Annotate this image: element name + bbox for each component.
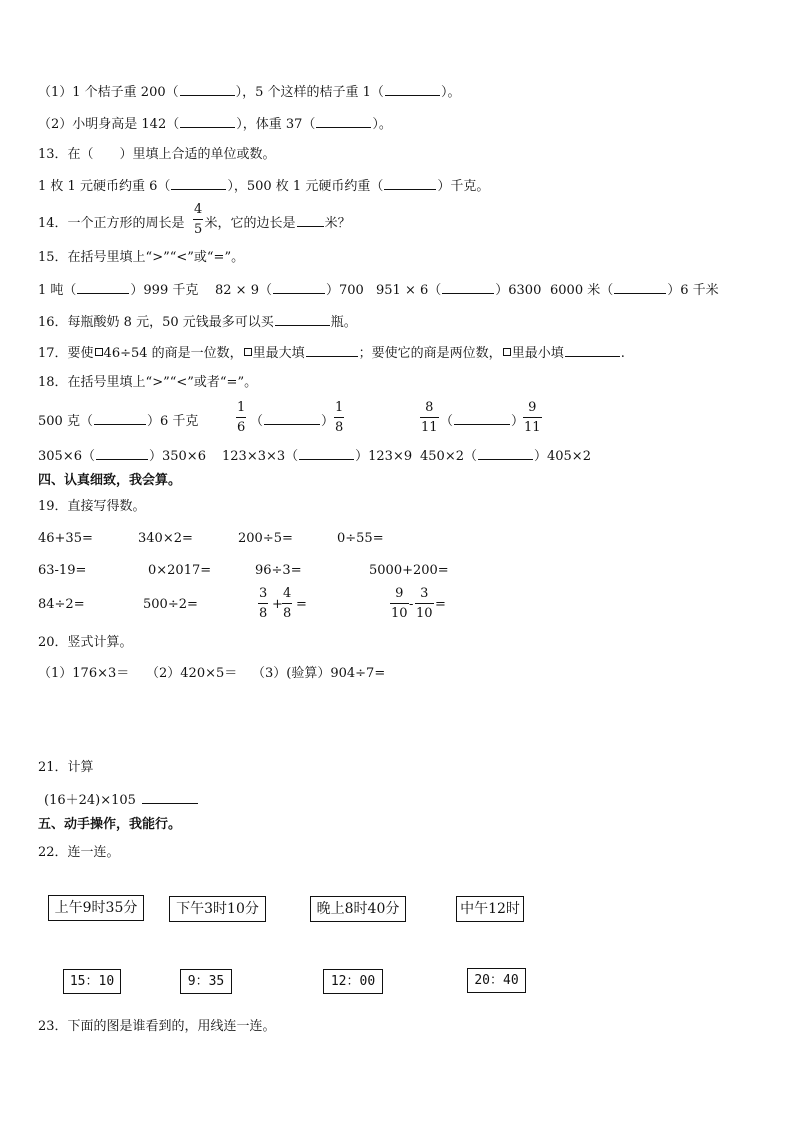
answer-blank[interactable] xyxy=(264,411,320,425)
q19-plus-sign: + xyxy=(272,597,283,612)
q20-item-2: （2）420×5＝ xyxy=(146,666,238,681)
answer-blank[interactable] xyxy=(180,82,235,96)
q18-row2-item-1: 305×6（ ）350×6 xyxy=(38,446,206,466)
answer-blank[interactable] xyxy=(614,280,666,294)
q19-fraction-c: 9 10 xyxy=(391,586,408,621)
q23-title: 23．下面的图是谁看到的，用线连一连。 xyxy=(38,1019,276,1034)
answer-blank[interactable] xyxy=(77,280,129,294)
q18-item-3: （ ） xyxy=(440,411,524,431)
section-heading-4: 四、认真细致，我会算。 xyxy=(38,473,182,488)
q18-row2-item-2: 123×3×3（ ）123×9 xyxy=(222,446,412,466)
q19-fraction-b: 4 8 xyxy=(283,586,292,621)
q19-equals-sign: = xyxy=(296,597,307,612)
q18-fraction-2: 1 8 xyxy=(335,400,344,435)
q19-r3-c2: 500÷2= xyxy=(143,597,198,612)
q18-fraction-4: 9 11 xyxy=(524,400,541,435)
q21-expression: (16＋24)×105 xyxy=(44,790,199,810)
square-symbol-icon xyxy=(503,348,511,356)
answer-blank[interactable] xyxy=(316,114,371,128)
answer-blank[interactable] xyxy=(478,446,533,460)
answer-blank[interactable] xyxy=(565,343,620,357)
time-text-box-3[interactable]: 晚上8时40分 xyxy=(310,896,406,922)
q15-item-1: 1 吨（ ）999 千克 xyxy=(38,280,198,300)
q13-line: 1 枚 1 元硬币约重 6（ ），500 枚 1 元硬币约重（ ）千克。 xyxy=(38,176,489,196)
answer-blank[interactable] xyxy=(171,176,226,190)
q20-item-3: （3）(验算）904÷7= xyxy=(252,666,386,681)
answer-blank[interactable] xyxy=(275,312,330,326)
answer-blank[interactable] xyxy=(442,280,494,294)
q19-r1-c4: 0÷55= xyxy=(337,531,384,546)
time-text-box-2[interactable]: 下午3时10分 xyxy=(169,896,266,922)
q19-r2-c2: 0×2017= xyxy=(148,563,212,578)
q18-row2-item-3: 450×2（ ）405×2 xyxy=(420,446,591,466)
answer-blank[interactable] xyxy=(94,411,146,425)
answer-blank[interactable] xyxy=(297,213,324,227)
time-digital-box-2[interactable]: 9：35 xyxy=(180,969,232,994)
q19-r1-c3: 200÷5= xyxy=(238,531,293,546)
q12-line1: （1）1 个桔子重 200（ ），5 个这样的桔子重 1（ ）。 xyxy=(38,82,460,102)
time-digital-box-4[interactable]: 20：40 xyxy=(467,968,526,993)
q19-title: 19．直接写得数。 xyxy=(38,499,146,514)
q18-title: 18．在括号里填上“>”“<”或者“=”。 xyxy=(38,375,258,390)
q19-r3-c1: 84÷2= xyxy=(38,597,85,612)
answer-blank[interactable] xyxy=(273,280,325,294)
answer-blank[interactable] xyxy=(96,446,148,460)
q19-r2-c3: 96÷3= xyxy=(255,563,302,578)
q19-equals-sign: = xyxy=(435,597,446,612)
square-symbol-icon xyxy=(95,348,103,356)
q19-r1-c2: 340×2= xyxy=(138,531,193,546)
answer-blank[interactable] xyxy=(384,176,436,190)
square-symbol-icon xyxy=(244,348,252,356)
q20-item-1: （1）176×3＝ xyxy=(38,666,130,681)
time-text-box-1[interactable]: 上午9时35分 xyxy=(48,895,144,921)
answer-blank[interactable] xyxy=(299,446,354,460)
q19-r1-c1: 46+35= xyxy=(38,531,93,546)
q15-item-2: 82 × 9（ ）700 xyxy=(215,280,364,300)
q14-line: 14．一个正方形的周长是 米，它的边长是 米？ xyxy=(38,213,351,233)
q18-fraction-1: 1 6 xyxy=(237,400,246,435)
answer-blank[interactable] xyxy=(180,114,235,128)
q13-title: 13．在（ ）里填上合适的单位或数。 xyxy=(38,147,276,162)
q16-line: 16．每瓶酸奶 8 元，50 元钱最多可以买 瓶。 xyxy=(38,312,357,332)
q17-line: 17．要使 46÷54 的商是一位数， 里最大填 ；要使它的商是两位数， 里最小填 . xyxy=(38,343,625,363)
q19-r2-c4: 5000+200= xyxy=(369,563,449,578)
q14-fraction: 4 5 xyxy=(194,202,203,237)
q18-item-2: （ ） xyxy=(250,411,334,431)
q15-title: 15．在括号里填上“>”“<”或“=”。 xyxy=(38,250,245,265)
section-heading-5: 五、动手操作，我能行。 xyxy=(38,817,182,832)
q20-title: 20．竖式计算。 xyxy=(38,635,133,650)
q19-r2-c1: 63-19= xyxy=(38,563,87,578)
q15-item-3: 951 × 6（ ）6300 xyxy=(376,280,541,300)
q22-title: 22．连一连。 xyxy=(38,845,120,860)
q18-fraction-3: 8 11 xyxy=(421,400,438,435)
q19-fraction-d: 3 10 xyxy=(416,586,433,621)
q19-fraction-a: 3 8 xyxy=(259,586,268,621)
q12-line2: （2）小明身高是 142（ ），体重 37（ ）。 xyxy=(38,114,392,134)
time-digital-box-1[interactable]: 15：10 xyxy=(63,969,121,994)
answer-blank[interactable] xyxy=(454,411,510,425)
time-digital-box-3[interactable]: 12：00 xyxy=(323,969,383,994)
time-text-box-4[interactable]: 中午12时 xyxy=(456,896,524,922)
q15-item-4: 6000 米（ ）6 千米 xyxy=(550,280,719,300)
answer-blank[interactable] xyxy=(142,790,198,804)
q19-minus-sign: - xyxy=(409,597,414,612)
answer-blank[interactable] xyxy=(306,343,358,357)
q18-item-1: 500 克（ ）6 千克 xyxy=(38,411,198,431)
answer-blank[interactable] xyxy=(385,82,440,96)
q21-title: 21．计算 xyxy=(38,760,94,775)
